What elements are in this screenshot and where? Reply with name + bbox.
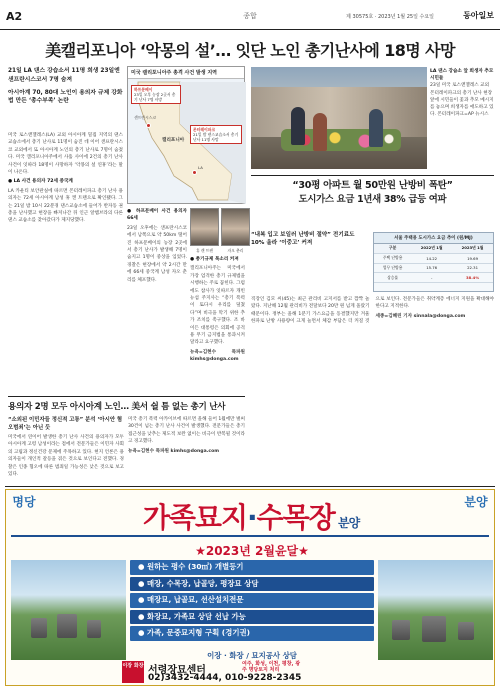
ad-title-b: 수목장 [256,501,335,534]
photo-caption-text: 23일 미국 로스앤젤레스 교외 몬터레이파크의 총기 난사 현장 앞에 시민들이 꽃과 추모 메시지를 놓으며 희생자를 애도하고 있다. 몬터레이파크=AP 뉴시스 [430,83,494,118]
heating-subhead: “내복 입고 보일러 난방비 절약” 전기료도 10% 올라 ‘이중고’ 커져 [251,232,355,247]
heating-byline: 세종=김혜린 기자 sinnala@donga.com [375,313,466,319]
newspaper-logo: 동아일보 [463,10,494,20]
photo-caption [430,68,494,118]
asian-body-para: 미국에서 연이어 발생한 총기 난사 사건의 용의자가 모두 아시아계 고령 남성이라는 점에서 전문가들은 이민자 사회의 고립과 정신건강 문제에 주목하고 있다. 현지 언론은 용의자들이 개인적 갈등을 겪은 것으로 보인다고 전했다. 경찰은 인종 혐오에 따른 범죄일 가능성은 낮은 것으로 보고 있다. [8,435,124,478]
lede-line-2: 아시아계 70, 80대 노인이 용의자 규제 강화법 만든 ‘총수부족’ 논란 [8,89,123,105]
suspect-photo-2 [221,208,250,246]
ad-title-a: 가족묘지 [142,501,248,534]
asian-story-body-1 [8,434,124,486]
table-title: 서울 주택용 도시가스 요금 추이 (원/MJ) [374,233,493,244]
main-body-para-4: 캘리포니아주는 미국에서 가장 엄격한 총기 규제법을 시행하는 주로 꼽힌다. 그럼에도 참사가 잇따르자 개빈 뉴섬 주지사는 “총기 폭력이 또다시 우리를 덮쳤다”며 비극을 막기 위한 추가 조치를 촉구했다. 조 바이든 대통령은 의회에 공격용 무기 금지법을 통과시켜 달라고 요구했다. [190,266,245,346]
ad-year-banner: ★2023년 2월윤달★ [195,544,309,558]
shooting-map [127,66,245,204]
photo-caption-title: LA 댄스 강습소 앞 희생자 추모 시민들 [430,69,494,82]
main-body-para-3: 23일 오후에는 샌프란시스코에서 남쪽으로 약 50km 떨어진 하프문베이의 농장 2곳에서 총기 난사가 발생해 7명이 숨지고 1명이 중상을 입었다. 경찰은 현장에서 약 2시간 만에 66세 중국계 남성 자오 춘리를 체포했다. [127,225,187,283]
map-label-la: LA [198,165,203,170]
pin-monterey-park [192,170,197,175]
issue-date: 제 30575호 · 2023년 1월 25일 수요일 [346,14,434,20]
main-body-col-3 [190,256,245,394]
map-label-california: 캘리포니아 [162,138,185,143]
callout-monterey-park [190,125,242,144]
suspect-caption-1: 휴 캔 트랜 [195,248,214,253]
page-header [0,0,500,30]
callout-1-text: 23일 오후 농장 2곳서 총기 난사 7명 사망 [134,92,176,102]
ad-contact-block [122,661,382,683]
main-byline: 뉴욕=김현수 특파원 kimhs@donga.com [190,349,245,363]
map-label-sf: 샌프란시스코 [134,115,157,120]
ad-feature-item: ● 원하는 평수 (30㎡) 개별등기 [130,560,374,575]
heating-body-para: 직장인 김모 씨(45)는 최근 관리비 고지서를 받고 깜짝 놀랐다. 지난해 12월 관리비가 전달보다 20만 원 넘게 올랐기 때문이다. 정부는 올해 1분기 가스요금을 동결했지만 겨울 한파로 난방 사용량이 크게 늘면서 체감 부담은 더 커질 것으로 보인다. 전문가들은 취약계층 에너지 지원을 확대해야 한다고 지적한다. [251,297,494,325]
suspect-photo-1 [190,208,219,246]
divider-ad [5,486,495,487]
ad-photo-left [11,560,126,660]
heating-headline-2: 도시가스 요금 1년새 38% 급등 여파 [298,194,447,205]
callout-2-title: 몬터레이파크 [193,127,216,132]
ad-service-line: 이장 · 화장 / 묘지공사 상담 [207,651,297,660]
main-lede [8,67,123,106]
callout-half-moon-bay [131,85,181,104]
ad-note: 여주, 화성, 이천, 평창, 광주 명당토지 처리 [242,661,301,674]
table-row: 주택 난방용 14.22 19.69 [374,253,493,263]
ad-feature-item: ● 매장묘, 납골묘, 선산설치전문 [130,593,374,608]
ad-side-right: 분양 [464,495,488,509]
callout-1-title: 하프문베이 [134,87,153,92]
ad-title-sep: · [247,501,257,534]
divider-photo-side [251,175,494,176]
ad-side-left: 명당 [12,495,36,509]
ad-title [44,496,458,536]
ad-feature-item: ● 가족, 문중묘지형 구획 (경기권) [130,626,374,641]
main-body-col-2 [127,208,187,394]
ad-feature-list [130,560,374,643]
asian-byline: 뉴욕=김현수 특파원 kimhs@donga.com [128,448,220,454]
ad-divider [11,535,489,537]
cemetery-advertisement [5,489,495,686]
main-body-col-1 [8,132,123,394]
heating-body [251,296,494,486]
ad-badge: 이장 화장 [122,661,144,683]
table-header: 구분 [374,244,411,253]
ad-phone-number: 02)3432-4444, 010-9228-2345 [148,673,302,683]
ad-feature-item: ● 매장, 수목장, 납골당, 평장묘 상담 [130,577,374,592]
main-subhead-3: ● 총기규제 목소리 커져 [190,257,239,262]
table-header: 2022년 1월 [411,244,452,253]
main-headline: 美캘리포니아 ‘악몽의 설’… 잇단 노인 총기난사에 18명 사망 [45,41,455,60]
gas-price-table [373,232,494,292]
memorial-photo [251,67,427,169]
divider-asian-story [8,396,245,397]
lede-line-1: 21일 LA 댄스 강습소서 11명 희생 23일엔 샌프란시스코서 7명 숨져 [8,68,120,83]
callout-2-text: 21일 밤 댄스교습소서 총기 난사 11명 사망 [193,132,239,142]
ad-photo-right [378,560,493,660]
asian-story-headline: 용의자 2명 모두 아시아계 노인… 美서 쉴 틈 없는 총기 난사 [8,402,226,412]
section-name: 종합 [243,12,257,20]
pin-half-moon-bay [146,123,151,128]
ad-title-tail: 분양 [334,516,360,530]
ad-feature-item: ● 화장묘, 가족묘 상담 선납 가능 [130,610,374,625]
map-title: 미국 캘리포니아주 총격 사건 발생 지역 [128,67,244,79]
ad-company-name: 서령장묘센터 [148,665,206,676]
table-row: 상승률 - 38.4% [374,273,493,283]
table-row: 업무 난방용 15.76 22.31 [374,263,493,273]
asian-story-subhead: “소외된 이민자들 정신적 고통” 분석 ‘아시안 혐오범죄’는 아닌 듯 [8,417,123,431]
suspect-caption-2: 자오 춘리 [227,248,244,253]
asian-body-para-2: 미국 총기 폭력 아카이브에 따르면 올해 들어 1월에만 벌써 30건이 넘는 총기 난사 사건이 발생했다. 전문가들은 총기 접근성을 낮추는 제도적 보완 없이는 비극이 반복될 것이라고 경고했다. [128,417,245,445]
asian-story-body-2 [128,416,245,486]
main-body-para-2: LA 카운티 보안관실에 따르면 몬터레이파크 총기 난사 용의자는 72세 아시아계 남성 휴 캔 트랜으로 확인됐다. 그는 21일 밤 10시 22분경 댄스교습소에 들어가 반자동 권총을 난사했고 현장을 빠져나간 뒤 인근 알햄브라의 다른 댄스 교습소를 찾아갔다가 제지당했다. [8,188,123,224]
table-header: 2023년 1월 [452,244,493,253]
heating-story-header [251,179,494,229]
main-subhead-1: ● LA 사건 용의자 72세 중국계 [8,179,73,185]
main-body-para-1: 미국 로스앤젤레스(LA) 교외 아시아계 밀집 지역의 댄스교습소에서 총기 난사로 11명이 숨진 데 이어 샌프란시스코 교외에서 또 아시아계 노인의 총기 난사로 7명이 숨졌다. 미국 캘리포니아주에서 사흘 사이에 2건의 총기 난사 사건이 잇따라 18명이 사망하자 ‘악몽의 설 연휴’라는 말이 나온다. [8,133,123,176]
main-subhead-2: ● 하프문베이 사건 용의자 66세 [127,209,187,222]
page-number: A2 [6,10,23,23]
heating-headline-1: “30평 아파트 월 50만원 난방비 폭탄” [292,180,453,191]
